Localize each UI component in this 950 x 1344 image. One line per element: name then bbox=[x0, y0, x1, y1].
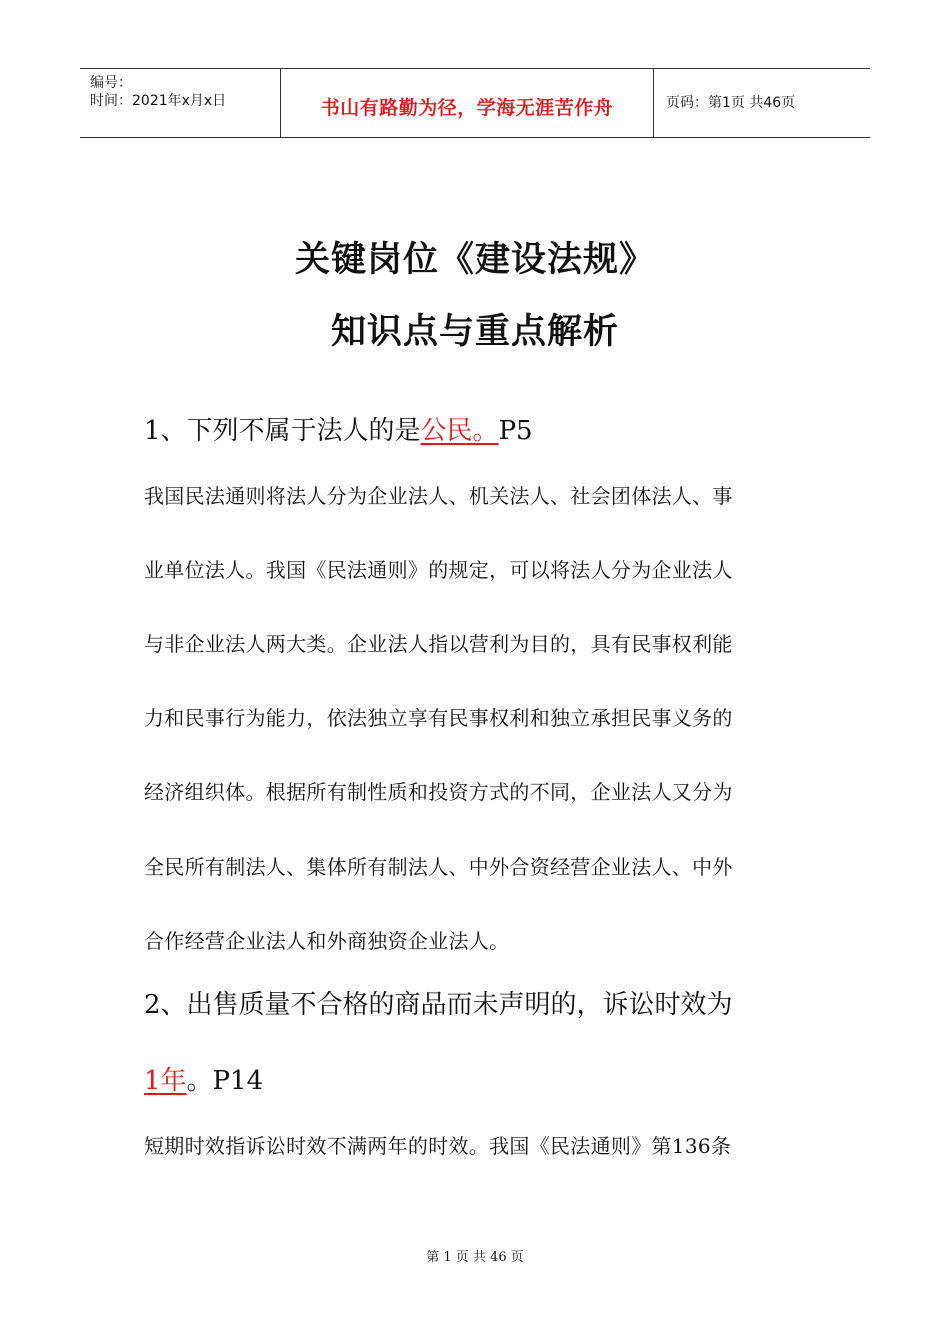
question-2-line-1: 2、出售质量不合格的商品而未声明的，诉讼时效为 bbox=[144, 990, 733, 1020]
question-1-page-ref: P5 bbox=[498, 416, 533, 446]
paragraph-1-line: 与非企业法人两大类。企业法人指以营利为目的，具有民事权利能 bbox=[144, 632, 733, 656]
header-meta-cell bbox=[80, 69, 280, 137]
question-2-page-ref: 。P14 bbox=[186, 1066, 264, 1096]
paragraph-2-line: 短期时效指诉讼时效不满两年的时效。我国《民法通则》第136条 bbox=[144, 1134, 732, 1158]
header-motto: 书山有路勤为径，学海无涯苦作舟 bbox=[320, 97, 614, 119]
paragraph-1-line: 业单位法人。我国《民法通则》的规定，可以将法人分为企业法人 bbox=[144, 558, 733, 582]
document-date-label: 时间：2021年x月x日 bbox=[90, 93, 227, 109]
document-number-label: 编号： bbox=[90, 75, 132, 91]
question-1 bbox=[144, 416, 533, 446]
question-2-line-2 bbox=[144, 1066, 263, 1096]
question-2-answer: 1年 bbox=[144, 1066, 187, 1096]
document-header bbox=[80, 68, 870, 138]
document-title-line-1: 关键岗位《建设法规》 bbox=[294, 240, 655, 280]
paragraph-1-line: 我国民法通则将法人分为企业法人、机关法人、社会团体法人、事 bbox=[144, 484, 733, 508]
header-page-info: 页码：第1页 共46页 bbox=[666, 95, 796, 111]
paragraph-1-line: 全民所有制法人、集体所有制法人、中外合资经营企业法人、中外 bbox=[144, 855, 733, 879]
page-footer: 第 1 页 共 46 页 bbox=[426, 1250, 524, 1265]
question-1-answer: 公民。 bbox=[420, 416, 499, 446]
paragraph-1-line: 力和民事行为能力，依法独立享有民事权利和独立承担民事义务的 bbox=[144, 706, 733, 730]
document-title-line-2: 知识点与重点解析 bbox=[330, 312, 619, 352]
question-1-text: 1、下列不属于法人的是 bbox=[144, 416, 421, 446]
header-page-cell bbox=[654, 69, 870, 137]
paragraph-1-line: 合作经营企业法人和外商独资企业法人。 bbox=[144, 929, 510, 953]
header-motto-cell bbox=[280, 69, 654, 137]
paragraph-1-line: 经济组织体。根据所有制性质和投资方式的不同，企业法人又分为 bbox=[144, 780, 733, 804]
